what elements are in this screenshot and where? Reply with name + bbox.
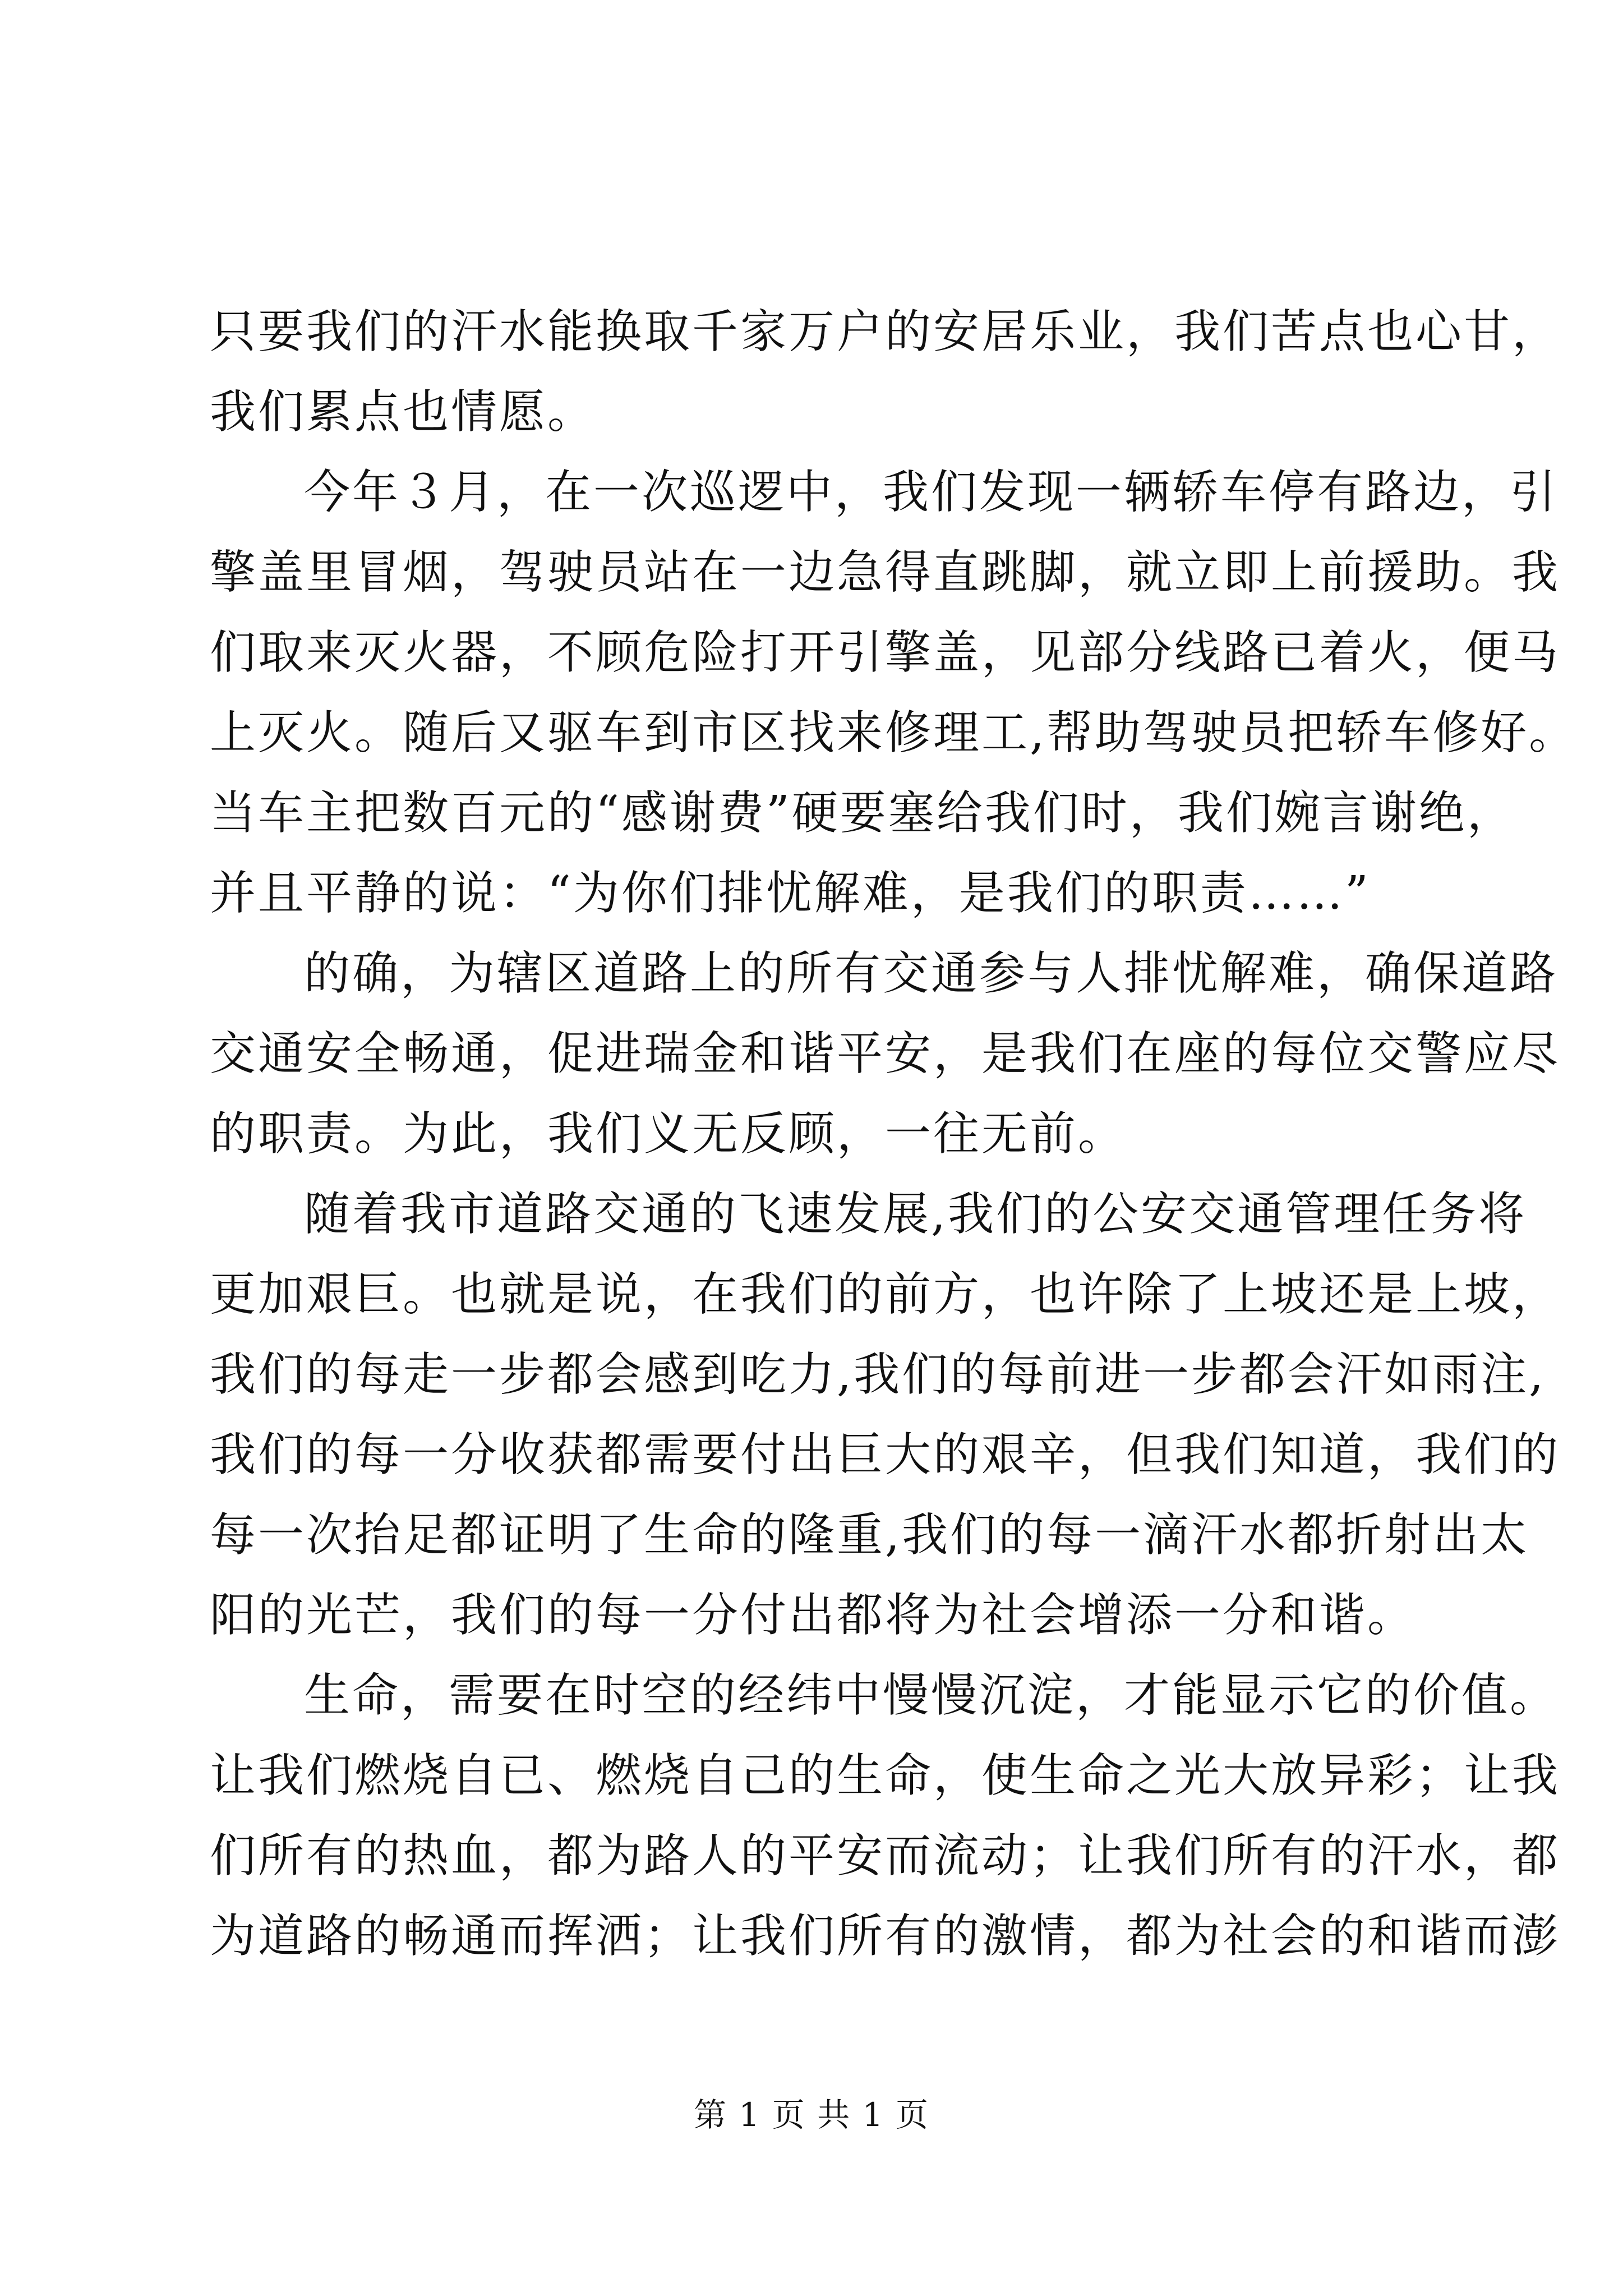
text-line: 并且平静的说：“为你们排忧解难，是我们的职责……”: [210, 867, 1371, 920]
text-line: 更加艰巨。也就是说，在我们的前方，也许除了上坡还是上坡，: [210, 1268, 1561, 1321]
text-line: 阳的光芒，我们的每一分付出都将为社会增添一分和谐。: [210, 1589, 1416, 1642]
text-line: 当车主把数百元的“感谢费”硬要塞给我们时，我们婉言谢绝，: [210, 786, 1515, 840]
text-line: 让我们燃烧自已、燃烧自己的生命，使生命之光大放异彩；让我: [210, 1749, 1561, 1802]
document-body: [210, 292, 1578, 1976]
page-footer: [0, 2092, 1623, 2137]
text-line: 为道路的畅通而挥洒；让我们所有的激情，都为社会的和谐而澎: [210, 1910, 1561, 1963]
text-line: 们所有的热血，都为路人的平安而流动；让我们所有的汗水，都: [210, 1829, 1561, 1883]
text-line: 擎盖里冒烟，驾驶员站在一边急得直跳脚，就立即上前援助。我: [210, 546, 1561, 599]
text-line: 我们的每一分收获都需要付出巨大的艰辛，但我们知道，我们的: [210, 1428, 1561, 1481]
text-line: 今年３月，在一次巡逻中，我们发现一辆轿车停有路边，引: [304, 466, 1559, 519]
text-line: 每一次抬足都证明了生命的隆重,我们的每一滴汗水都折射出太: [210, 1508, 1529, 1562]
text-line: 我们的每走一步都会感到吃力,我们的每前进一步都会汗如雨注,: [210, 1348, 1546, 1401]
page-number: 第 1 页 共 1 页: [694, 2096, 929, 2134]
text-line: 上灭火。随后又驱车到市区找来修理工,帮助驾驶员把轿车修好。: [210, 706, 1578, 760]
text-line: 随着我市道路交通的飞速发展,我们的公安交通管理任务将: [304, 1188, 1527, 1241]
text-line: 们取来灭火器，不顾危险打开引擎盖，见部分线路已着火，便马: [210, 626, 1561, 679]
text-line: 只要我们的汗水能换取千家万户的安居乐业，我们苦点也心甘，: [210, 305, 1561, 358]
text-line: 交通安全畅通，促进瑞金和谐平安，是我们在座的每位交警应尽: [210, 1027, 1561, 1080]
text-line: 的职责。为此，我们义无反顾，一往无前。: [210, 1107, 1127, 1161]
text-line: 生命，需要在时空的经纬中慢慢沉淀，才能显示它的价值。: [304, 1669, 1559, 1722]
text-line: 的确，为辖区道路上的所有交通参与人排忧解难，确保道路: [304, 947, 1559, 1000]
text-line: 我们累点也情愿。: [210, 385, 596, 439]
